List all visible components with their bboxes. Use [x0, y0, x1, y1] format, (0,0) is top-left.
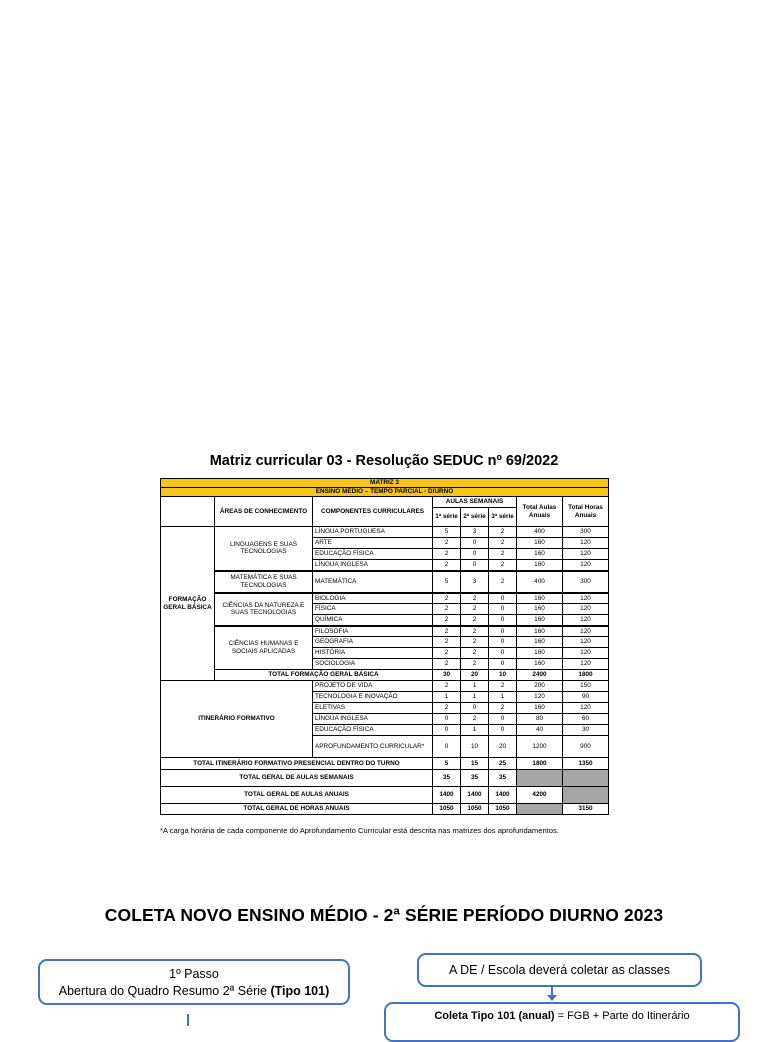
value-cell: 2	[433, 626, 461, 637]
itinerario-label: ITINERÁRIO FORMATIVO	[161, 681, 313, 758]
matrix-subband-label: ENSINO MÉDIO – TEMPO PARCIAL - DIURNO	[161, 488, 609, 497]
component-cell: ELETIVAS	[313, 703, 433, 714]
value-cell: 120	[563, 703, 609, 714]
coleta-tipo-label: Coleta Tipo 101 (anual)	[434, 1010, 555, 1022]
value-cell: 2	[461, 593, 489, 604]
flow-connector-line	[187, 1014, 189, 1026]
header-blank	[161, 497, 215, 527]
value-cell: 0	[433, 736, 461, 758]
value-cell: 2	[433, 549, 461, 560]
table-row	[161, 571, 609, 593]
value-cell: 120	[563, 615, 609, 626]
value-cell: 120	[563, 604, 609, 615]
value-cell: 160	[517, 560, 563, 571]
coleta-tipo-101-box	[384, 1002, 740, 1042]
empty-grey-cell	[517, 804, 563, 815]
step-1-description	[40, 983, 348, 1000]
header-total-classes: Total Aulas Anuais	[517, 497, 563, 527]
value-cell: 35	[433, 770, 461, 787]
header-serie-2: 2ª série	[461, 508, 489, 527]
value-cell: 160	[517, 703, 563, 714]
value-cell: 1800	[563, 670, 609, 681]
value-cell: 60	[563, 714, 609, 725]
value-cell: 35	[461, 770, 489, 787]
value-cell: 2	[433, 538, 461, 549]
value-cell: 2	[461, 615, 489, 626]
value-cell: 80	[517, 714, 563, 725]
curriculum-matrix-table	[160, 478, 609, 815]
value-cell: 1	[461, 692, 489, 703]
value-cell: 5	[433, 571, 461, 593]
value-cell: 0	[461, 549, 489, 560]
value-cell: 300	[563, 527, 609, 538]
value-cell: 0	[489, 659, 517, 670]
fgb-label: FORMAÇÃO GERAL BÁSICA	[161, 527, 215, 681]
table-row	[161, 626, 609, 637]
value-cell: 1200	[517, 736, 563, 758]
value-cell: 160	[517, 637, 563, 648]
value-cell: 200	[517, 681, 563, 692]
value-cell: 1400	[489, 787, 517, 804]
value-cell: 1	[461, 725, 489, 736]
value-cell: 2	[433, 681, 461, 692]
value-cell: 160	[517, 604, 563, 615]
value-cell: 160	[517, 538, 563, 549]
total-horas-row	[161, 804, 609, 815]
table-row	[161, 527, 609, 538]
value-cell: 1	[489, 692, 517, 703]
collect-classes-box: A DE / Escola deverá coletar as classes	[417, 953, 702, 987]
value-cell: 120	[563, 593, 609, 604]
header-row-1	[161, 497, 609, 508]
value-cell: 0	[433, 714, 461, 725]
value-cell: 20	[489, 736, 517, 758]
value-cell: 10	[489, 670, 517, 681]
value-cell: 1400	[433, 787, 461, 804]
value-cell: 0	[489, 615, 517, 626]
component-cell: APROFUNDAMENTO CURRICULAR*	[313, 736, 433, 758]
value-cell: 1050	[433, 804, 461, 815]
component-cell: LÍNGUA PORTUGUESA	[313, 527, 433, 538]
value-cell: 0	[489, 593, 517, 604]
value-cell: 120	[517, 692, 563, 703]
value-cell: 2	[461, 659, 489, 670]
value-cell: 25	[489, 758, 517, 770]
value-cell: 1400	[461, 787, 489, 804]
value-cell: 2	[433, 659, 461, 670]
value-cell: 30	[563, 725, 609, 736]
section-title: COLETA NOVO ENSINO MÉDIO - 2ª SÉRIE PERÍODO DIURNO 2023	[104, 905, 664, 925]
matrix-subband-row	[161, 488, 609, 497]
component-cell: FÍSICA	[313, 604, 433, 615]
value-cell: 0	[489, 637, 517, 648]
component-cell: LÍNGUA INGLESA	[313, 560, 433, 571]
value-cell: 2	[433, 593, 461, 604]
value-cell: 5	[433, 758, 461, 770]
component-cell: GEOGRAFIA	[313, 637, 433, 648]
area-linguagens: LINGUAGENS E SUAS TECNOLOGIAS	[215, 527, 313, 571]
value-cell: 4200	[517, 787, 563, 804]
value-cell: 0	[461, 560, 489, 571]
value-cell: 2	[489, 681, 517, 692]
value-cell: 3150	[563, 804, 609, 815]
value-cell: 120	[563, 549, 609, 560]
value-cell: 20	[461, 670, 489, 681]
value-cell: 1	[461, 681, 489, 692]
value-cell: 2	[461, 714, 489, 725]
value-cell: 0	[489, 714, 517, 725]
value-cell: 2	[433, 615, 461, 626]
header-serie-3: 3ª série	[489, 508, 517, 527]
header-weekly-classes: AULAS SEMANAIS	[433, 497, 517, 508]
value-cell: 2	[489, 549, 517, 560]
value-cell: 3	[461, 571, 489, 593]
matrix-band-row	[161, 479, 609, 488]
value-cell: 160	[517, 659, 563, 670]
value-cell: 15	[461, 758, 489, 770]
table-row	[161, 681, 609, 692]
value-cell: 2	[433, 648, 461, 659]
step-1-type: (Tipo 101)	[270, 984, 330, 998]
component-cell: EDUCAÇÃO FÍSICA	[313, 549, 433, 560]
total-itinerario-label: TOTAL ITINERÁRIO FORMATIVO PRESENCIAL DENTRO DO TURNO	[161, 758, 433, 770]
component-cell: FILOSOFIA	[313, 626, 433, 637]
value-cell: 300	[563, 571, 609, 593]
total-itinerario-row	[161, 758, 609, 770]
value-cell: 2	[461, 648, 489, 659]
value-cell: 0	[489, 626, 517, 637]
value-cell: 2	[489, 703, 517, 714]
table-row	[161, 593, 609, 604]
value-cell: 160	[517, 615, 563, 626]
value-cell: 120	[563, 560, 609, 571]
value-cell: 900	[563, 736, 609, 758]
value-cell: 1	[433, 692, 461, 703]
component-cell: EDUCAÇÃO FÍSICA	[313, 725, 433, 736]
component-cell: ARTE	[313, 538, 433, 549]
matrix-band-label: MATRIZ 3	[161, 479, 609, 488]
value-cell: 2	[489, 560, 517, 571]
value-cell: 2	[461, 637, 489, 648]
component-cell: QUÍMICA	[313, 615, 433, 626]
total-fgb-row	[161, 670, 609, 681]
header-serie-1: 1ª série	[433, 508, 461, 527]
value-cell: 3	[461, 527, 489, 538]
total-semanais-row	[161, 770, 609, 787]
value-cell: 160	[517, 549, 563, 560]
empty-grey-cell	[563, 770, 609, 787]
header-components: COMPONENTES CURRICULARES	[313, 497, 433, 527]
value-cell: 2	[461, 626, 489, 637]
component-cell: LÍNGUA INGLESA	[313, 714, 433, 725]
matrix-title: Matriz curricular 03 - Resolução SEDUC nº 69/2022	[209, 453, 559, 469]
value-cell: 5	[433, 527, 461, 538]
value-cell: 2	[489, 571, 517, 593]
area-ciencias-natureza: CIÊNCIAS DA NATUREZA E SUAS TECNOLOGIAS	[215, 593, 313, 626]
value-cell: 120	[563, 659, 609, 670]
total-semanais-label: TOTAL GERAL DE AULAS SEMANAIS	[161, 770, 433, 787]
header-areas: ÁREAS DE CONHECIMENTO	[215, 497, 313, 527]
component-cell: PROJETO DE VIDA	[313, 681, 433, 692]
value-cell: 160	[517, 626, 563, 637]
component-cell: BIOLOGIA	[313, 593, 433, 604]
area-matematica: MATEMÁTICA E SUAS TECNOLOGIAS	[215, 571, 313, 593]
value-cell: 0	[489, 648, 517, 659]
component-cell: MATEMÁTICA	[313, 571, 433, 593]
value-cell: 120	[563, 637, 609, 648]
value-cell: 1050	[489, 804, 517, 815]
area-ciencias-humanas: CIÊNCIAS HUMANAS E SOCIAIS APLICADAS	[215, 626, 313, 670]
value-cell: 2	[433, 560, 461, 571]
value-cell: 150	[563, 681, 609, 692]
component-cell: SOCIOLOGIA	[313, 659, 433, 670]
value-cell: 160	[517, 593, 563, 604]
value-cell: 40	[517, 725, 563, 736]
empty-grey-cell	[517, 770, 563, 787]
value-cell: 400	[517, 527, 563, 538]
value-cell: 10	[461, 736, 489, 758]
value-cell: 0	[433, 725, 461, 736]
value-cell: 2	[433, 604, 461, 615]
value-cell: 2	[489, 538, 517, 549]
value-cell: 30	[433, 670, 461, 681]
value-cell: 1800	[517, 758, 563, 770]
value-cell: 2	[433, 637, 461, 648]
value-cell: 400	[517, 571, 563, 593]
total-anuais-label: TOTAL GERAL DE AULAS ANUAIS	[161, 787, 433, 804]
value-cell: 1350	[563, 758, 609, 770]
value-cell: 0	[461, 538, 489, 549]
value-cell: 120	[563, 648, 609, 659]
value-cell: 90	[563, 692, 609, 703]
value-cell: 35	[489, 770, 517, 787]
empty-grey-cell	[563, 787, 609, 804]
value-cell: 120	[563, 538, 609, 549]
step-1-title: 1º Passo	[169, 967, 219, 981]
value-cell: 0	[489, 725, 517, 736]
total-anuais-row	[161, 787, 609, 804]
header-total-hours: Total Horas Anuais	[563, 497, 609, 527]
total-horas-label: TOTAL GERAL DE HORAS ANUAIS	[161, 804, 433, 815]
value-cell: 160	[517, 648, 563, 659]
value-cell: 0	[489, 604, 517, 615]
value-cell: 2	[433, 703, 461, 714]
arrow-down-icon	[547, 995, 557, 1001]
value-cell: 2400	[517, 670, 563, 681]
step-1-text: Abertura do Quadro Resumo 2ª Série	[58, 984, 271, 998]
step-1-box	[38, 959, 350, 1005]
coleta-tipo-rest: = FGB + Parte do Itinerário	[554, 1010, 690, 1022]
value-cell: 2	[489, 527, 517, 538]
total-fgb-label: TOTAL FORMAÇÃO GERAL BÁSICA	[215, 670, 433, 681]
value-cell: 1050	[461, 804, 489, 815]
component-cell: HISTÓRIA	[313, 648, 433, 659]
component-cell: TECNOLOGIA E INOVAÇÃO	[313, 692, 433, 703]
value-cell: 2	[461, 604, 489, 615]
value-cell: 0	[461, 703, 489, 714]
footnote: *A carga horária de cada componente do Aprofundamento Curricular está descrita nas matrizes dos aprofundamentos.	[160, 826, 559, 835]
value-cell: 120	[563, 626, 609, 637]
